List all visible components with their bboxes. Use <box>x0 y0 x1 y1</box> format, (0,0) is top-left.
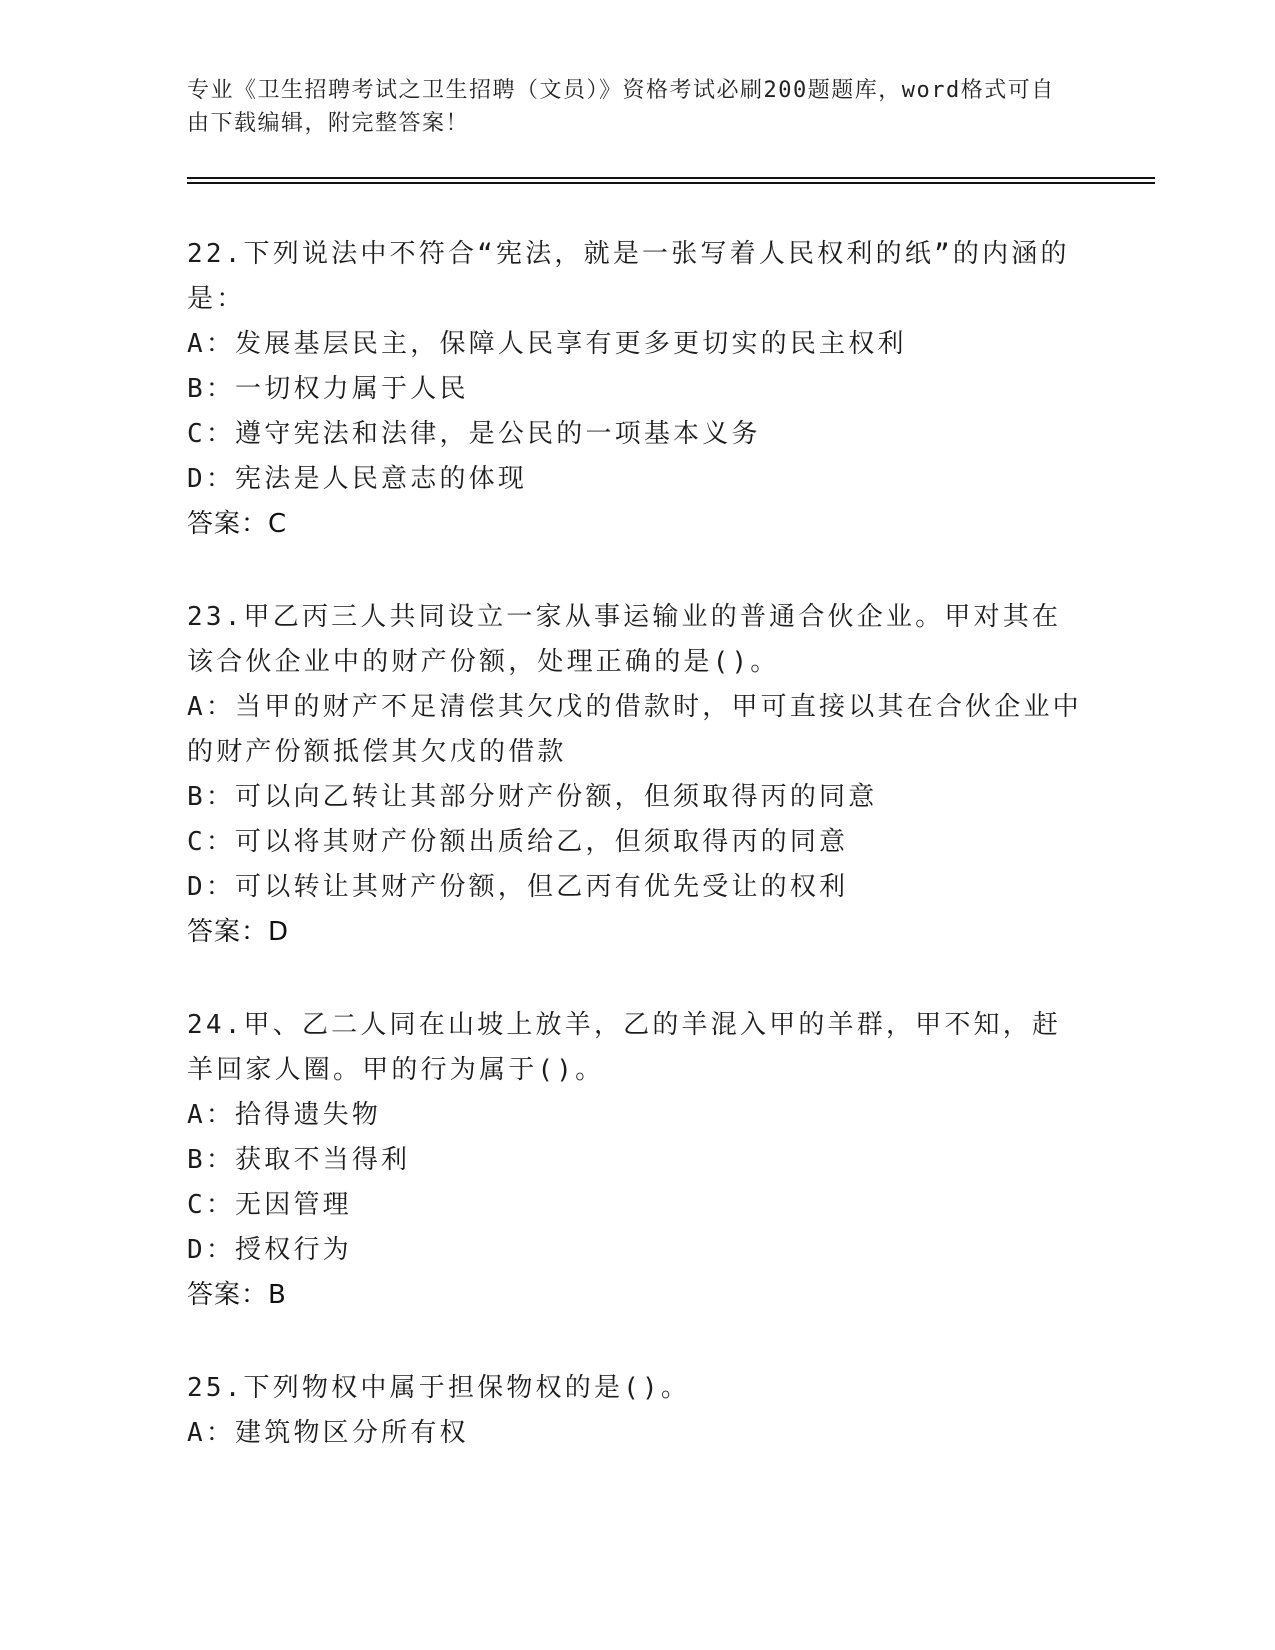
option-a: A：拾得遗失物 <box>187 1100 382 1130</box>
question-23 <box>187 595 1087 955</box>
answer: 答案：D <box>187 917 290 947</box>
option-c: C：可以将其财产份额出质给乙，但须取得丙的同意 <box>187 827 849 857</box>
answer: 答案：B <box>187 1280 287 1310</box>
question-stem: 24.甲、乙二人同在山坡上放羊，乙的羊混入甲的羊群，甲不知，赶羊回家人圈。甲的行为属于()。 <box>187 1010 1062 1085</box>
question-stem: 23.甲乙丙三人共同设立一家从事运输业的普通合伙企业。甲对其在该合伙企业中的财产份额，处理正确的是()。 <box>187 602 1062 677</box>
question-24 <box>187 1003 1087 1318</box>
option-d: D：授权行为 <box>187 1235 352 1265</box>
option-d: D：可以转让其财产份额，但乙丙有优先受让的权利 <box>187 872 849 902</box>
question-22 <box>187 232 1087 547</box>
option-c: C：遵守宪法和法律，是公民的一项基本义务 <box>187 419 761 449</box>
question-stem: 22.下列说法中不符合“宪法，就是一张写着人民权利的纸”的内涵的是： <box>187 239 1070 314</box>
document-header <box>187 74 1067 140</box>
option-a: A：发展基层民主，保障人民享有更多更切实的民主权利 <box>187 329 907 359</box>
header-divider-top <box>187 177 1155 179</box>
question-list <box>187 232 1087 1504</box>
answer: 答案：C <box>187 509 288 539</box>
option-a: A：建筑物区分所有权 <box>187 1418 469 1448</box>
option-b: B：可以向乙转让其部分财产份额，但须取得丙的同意 <box>187 782 878 812</box>
question-25 <box>187 1366 1087 1456</box>
question-stem: 25.下列物权中属于担保物权的是()。 <box>187 1373 691 1403</box>
option-a: A：当甲的财产不足清偿其欠戊的借款时，甲可直接以其在合伙企业中的财产份额抵偿其欠戊的借款 <box>187 692 1082 767</box>
option-b: B：一切权力属于人民 <box>187 374 469 404</box>
header-divider-bottom <box>187 182 1155 184</box>
option-b: B：获取不当得利 <box>187 1145 411 1175</box>
header-text: 专业《卫生招聘考试之卫生招聘（文员）》资格考试必刷200题题库，word格式可自由下载编辑，附完整答案！ <box>187 78 1055 136</box>
option-c: C：无因管理 <box>187 1190 352 1220</box>
option-d: D：宪法是人民意志的体现 <box>187 464 528 494</box>
